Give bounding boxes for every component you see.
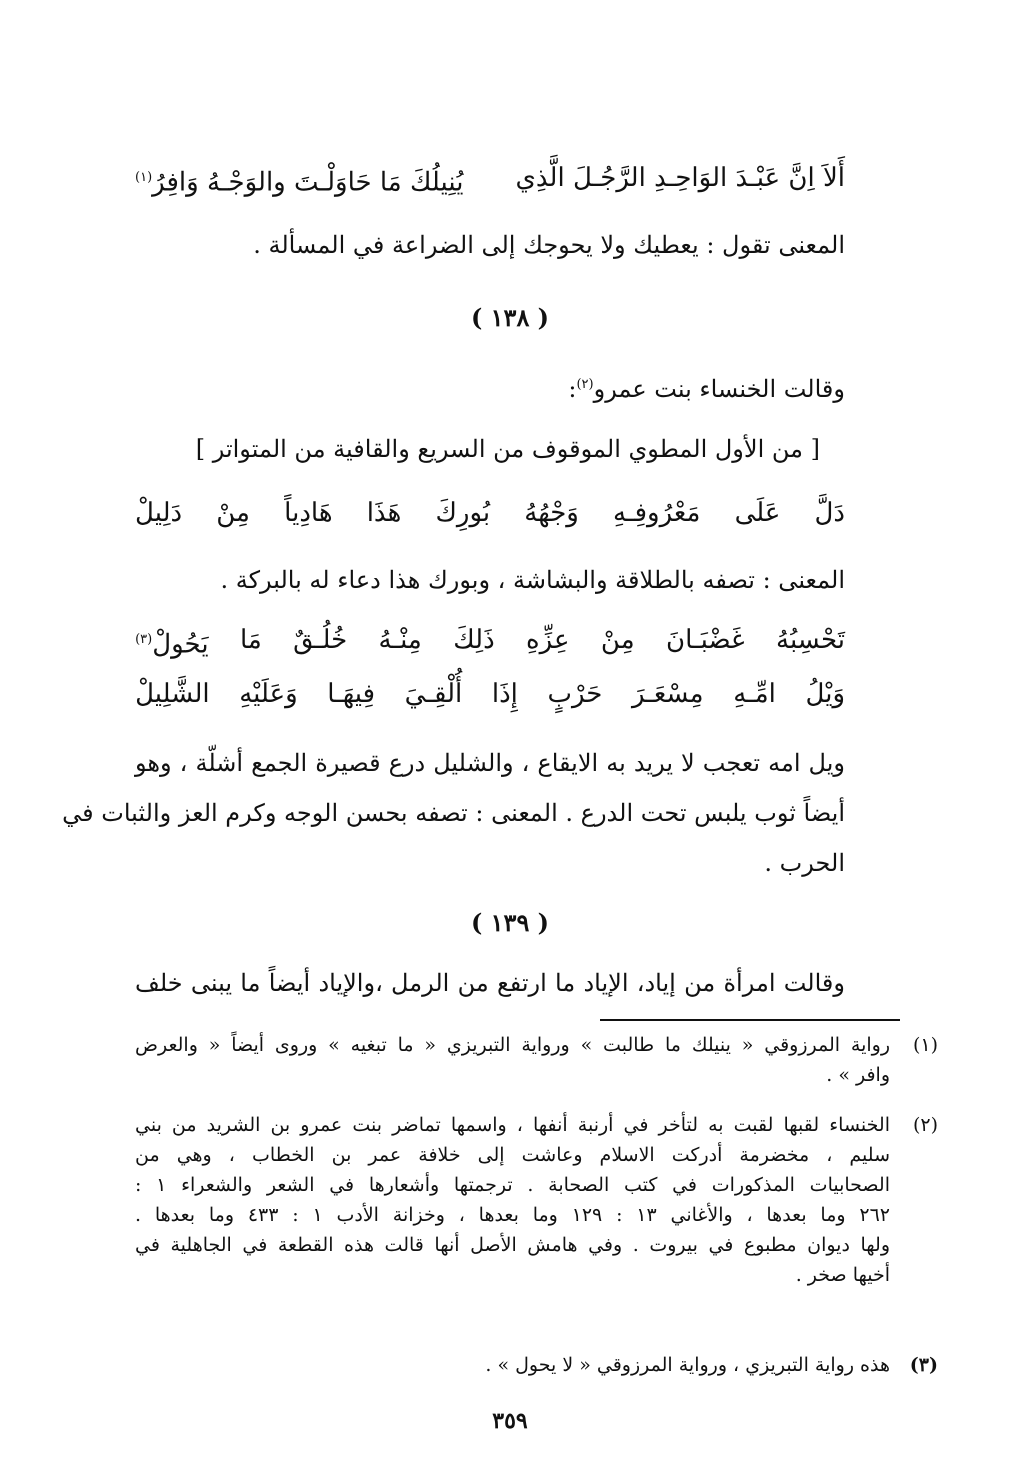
footnote-3-number: (٣) [909, 1354, 938, 1376]
verse-a-word: بُورِكَ [435, 498, 491, 528]
section-number-138: ( ١٣٨ ) [470, 303, 550, 332]
verse-a-word: هَذَا [366, 498, 402, 528]
verse-a-word: دَلَّ [814, 498, 845, 528]
footnote-divider [600, 1019, 900, 1021]
verse-b-word: مِنْـهُ [378, 625, 422, 655]
footnote-2-line: ٢٦٢ وما بعدها ، والأغاني ١٣ : ١٢٩ وما بعدها ، وخزانة الأدب ١ : ٤٣٣ وما بعدها . [135, 1204, 890, 1226]
footnote-2-line: ولها ديوان مطبوع في بيروت . وفي هامش الأصل أنها قالت هذه القطعة في الجاهلية في [135, 1234, 890, 1256]
verse-line-3 [135, 622, 845, 663]
section-139-line: وقالت امرأة من إياد، الإياد ما ارتفع من الرمل ،والإياد أيضاً ما يبنى خلف [135, 969, 845, 997]
footnote-ref-1: (١) [135, 170, 153, 185]
footnote-2-number: (٢) [912, 1114, 938, 1136]
verse-b-word: خُلُـقٌ [293, 625, 348, 655]
footnote-ref-3: (٣) [135, 632, 153, 647]
verse-a-word: عَلَى [734, 498, 781, 528]
footnote-2-line: سليم ، مخضرمة أدركت الاسلام وعاشت إلى خلافة عمر بن الخطاب ، وهي من [135, 1144, 890, 1166]
verse-c-word: وَيْلُ [805, 679, 845, 709]
commentary-line-2: أيضاً ثوب يلبس تحت الدرع . المعنى : تصفه بحسن الوجه وكرم العز والثبات في [62, 799, 845, 827]
footnote-2-last: أخيها صخر . [795, 1264, 890, 1286]
verse-c-word: حَرْبٍ [547, 679, 603, 709]
verse-b-word: ذَلِكَ [453, 625, 495, 655]
verse-b-word: مِنْ [600, 625, 635, 655]
footnote-1-last: وافر » . [826, 1064, 890, 1086]
section-number-139: ( ١٣٩ ) [470, 908, 550, 937]
verse-b-word: عِزِّهِ [526, 625, 570, 655]
verse-b-word: مَا [239, 625, 262, 655]
footnote-1 [135, 1030, 938, 1090]
verse-a-word: مَعْرُوفِـهِ [613, 498, 701, 528]
verse-c-word: فِيهَـا [327, 679, 376, 709]
verse-a-word: وَجْهُهُ [524, 498, 579, 528]
footnote-1-number: (١) [912, 1034, 938, 1056]
footnote-ref-2: (٢) [576, 377, 594, 392]
verse-second-hemistich: يُنِيلُكَ مَا حَاوَلْـتَ والوَجْـهُ وَافِرُ$^{(١)}$ [135, 167, 464, 198]
footnote-3-text: هذه رواية التبريزي ، ورواية المرزوقي « لا يحول » . [485, 1354, 890, 1376]
verse-b-word: يَحُولْ$^{(٣)}$ [135, 629, 209, 660]
footnote-2-line: الخنساء لقبها لقبت به لتأخر في أرنبة أنفها ، واسمها تماضر بنت عمرو بن الشريد من بني [135, 1114, 890, 1136]
verse-line-1 [135, 160, 845, 201]
page-number: ٣٥٩ [492, 1408, 528, 1434]
verse-c-word: إِذَا [491, 679, 518, 709]
verse-line-4 [135, 676, 845, 712]
verse-b-word: غَضْبَـانَ [666, 625, 745, 655]
footnote-1-line: رواية المرزوقي « ينيلك ما طالبت » ورواية التبريزي « ما تبغيه » وروى أيضاً « والعرض [135, 1034, 890, 1056]
verse-a-word: دَلِيلْ [135, 498, 183, 528]
section-138-intro: وقالت الخنساء بنت عمرو$^{(٢)}$: [568, 375, 845, 403]
meaning-line-2: المعنى : تصفه بالطلاقة والبشاشة ، وبورك هذا دعاء له بالبركة . [220, 566, 845, 594]
footnote-2 [135, 1110, 938, 1290]
commentary-line-3: الحرب . [764, 849, 845, 877]
meter-note: [ من الأول المطوي الموقوف من السريع والقافية من المتواتر ] [195, 435, 820, 463]
verse-c-word: مِسْعَـرَ [631, 679, 704, 709]
verse-c-word: امِّـهِ [733, 679, 776, 709]
verse-b-word: تَحْسِبُهُ [776, 625, 845, 655]
footnote-2-line: الصحابيات المذكورات في كتب الصحابة . ترجمتها وأشعارها في الشعر والشعراء ١ : [135, 1174, 890, 1196]
verse-a-word: مِنْ [216, 498, 250, 528]
footnote-3 [135, 1350, 938, 1380]
verse-c-word: وَعَلَيْهِ [239, 679, 298, 709]
verse-c-word: الشَّلِيلْ [135, 679, 210, 709]
commentary-line-1: ويل امه تعجب لا يريد به الايقاع ، والشليل درع قصيرة الجمع أشلّة ، وهو [135, 749, 845, 777]
verse-line-2 [135, 495, 845, 531]
verse-first-hemistich: أَلاَ اِنَّ عَبْـدَ الوَاحِـدِ الرَّجُـلَ الَّذِي [515, 163, 845, 193]
meaning-line-1: المعنى تقول : يعطيك ولا يحوجك إلى الضراعة في المسألة . [253, 231, 845, 259]
verse-a-word: هَادِياً [284, 498, 333, 528]
verse-c-word: أُلْقِـيَ [404, 679, 463, 709]
